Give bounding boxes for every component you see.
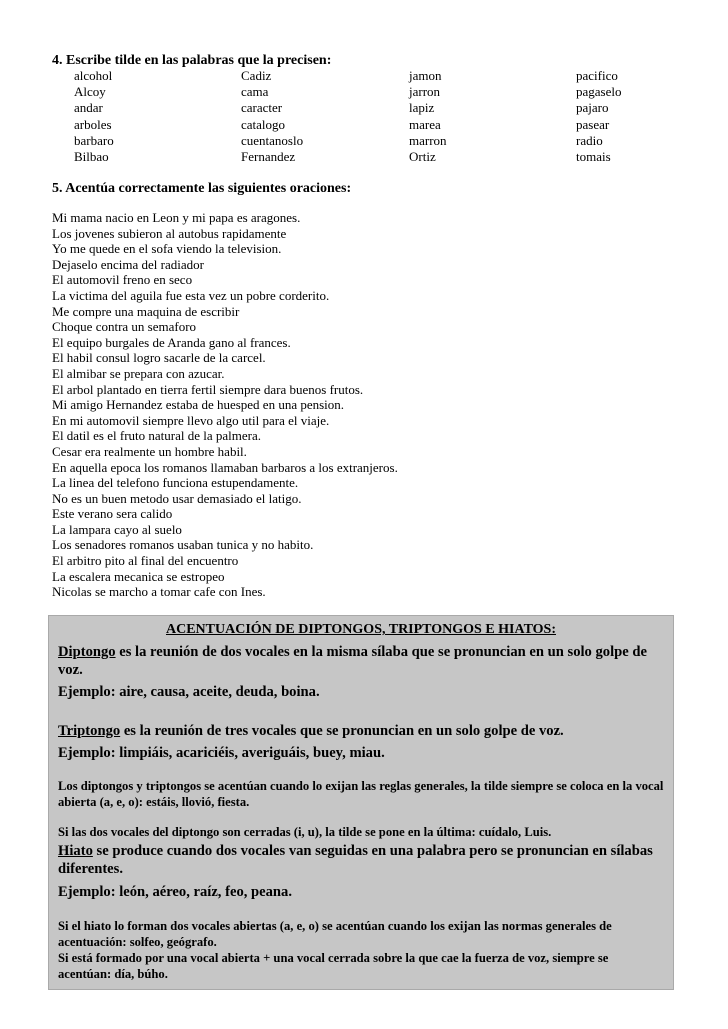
word-item: caracter <box>241 100 283 116</box>
sentence-item: La lampara cayo al suelo <box>52 521 182 537</box>
triptongo-text: es la reunión de tres vocales que se pronuncian en un solo golpe de voz. <box>120 723 564 739</box>
word-column <box>409 68 559 165</box>
sentence-item: Los senadores romanos usaban tunica y no habito. <box>52 537 314 553</box>
sentence-item: El equipo burgales de Aranda gano al frances. <box>52 334 291 350</box>
exercise-4-heading: 4. Escribe tilde en las palabras que la precisen: <box>52 53 332 68</box>
word-column <box>241 68 391 165</box>
word-item: jamon <box>409 68 442 83</box>
sentence-item: Los jovenes subieron al autobus rapidamente <box>52 225 287 241</box>
rule-diptongo-closed: Si las dos vocales del diptongo son cerradas (i, u), la tilde se pone en la última: cuídalo, Luis. <box>58 825 552 839</box>
exercise-5-heading: 5. Acentúa correctamente las siguientes oraciones: <box>52 181 352 196</box>
sentence-item: En mi automovil siempre llevo algo util para el viaje. <box>52 412 330 428</box>
diptongo-text: es la reunión de dos vocales en la misma sílaba que se pronuncian en un solo golpe de voz. <box>58 644 647 678</box>
theory-box <box>48 615 674 990</box>
word-item: radio <box>576 132 603 148</box>
word-item: marron <box>409 132 447 148</box>
sentence-item: Mi amigo Hernandez estaba de huesped en una pension. <box>52 397 345 413</box>
triptongo-example: Ejemplo: limpiáis, acariciéis, averiguáis, buey, miau. <box>58 745 385 761</box>
sentence-item: Mi mama nacio en Leon y mi papa es aragones. <box>52 210 301 225</box>
word-item: Fernandez <box>241 149 296 165</box>
word-item: arboles <box>74 116 112 132</box>
word-item: tomais <box>576 149 611 165</box>
rule-hiato-mixed: Si está formado por una vocal abierta + una vocal cerrada sobre la que cae la fuerza de voz, siempre se acentúan: día, búho. <box>58 951 609 981</box>
triptongo-definition <box>58 722 664 740</box>
sentence-item: Dejaselo encima del radiador <box>52 256 204 272</box>
sentence-item: La victima del aguila fue esta vez un pobre corderito. <box>52 287 330 303</box>
sentence-item: El arbol plantado en tierra fertil siempre dara buenos frutos. <box>52 381 364 397</box>
word-item: cuentanoslo <box>241 132 304 148</box>
sentence-item: El datil es el fruto natural de la palmera. <box>52 428 261 444</box>
diptongo-term: Diptongo <box>58 644 116 660</box>
hiato-term: Hiato <box>58 843 93 859</box>
word-item: pacifico <box>576 68 618 83</box>
sentence-list <box>52 210 398 600</box>
word-item: Bilbao <box>74 149 109 165</box>
sentence-item: Cesar era realmente un hombre habil. <box>52 443 247 459</box>
sentence-item: La escalera mecanica se estropeo <box>52 568 225 584</box>
sentence-item: Yo me quede en el sofa viendo la television. <box>52 241 282 257</box>
hiato-text: se produce cuando dos vocales van seguidas en una palabra pero se pronuncian en sílabas diferentes. <box>58 843 653 877</box>
word-item: pasear <box>576 116 610 132</box>
word-item: Cadiz <box>241 68 272 83</box>
word-item: catalogo <box>241 116 286 132</box>
sentence-item: El automovil freno en seco <box>52 272 193 288</box>
sentence-item: Nicolas se marcho a tomar cafe con Ines. <box>52 584 266 600</box>
word-column <box>576 68 726 165</box>
sentence-item: Me compre una maquina de escribir <box>52 303 240 319</box>
sentence-item: La linea del telefono funciona estupendamente. <box>52 475 299 491</box>
sentence-item: El habil consul logro sacarle de la carcel. <box>52 350 266 366</box>
word-item: jarron <box>409 84 441 100</box>
word-item: cama <box>241 84 269 100</box>
word-item: barbaro <box>74 132 114 148</box>
sentence-item: No es un buen metodo usar demasiado el latigo. <box>52 490 302 506</box>
theory-title: ACENTUACIÓN DE DIPTONGOS, TRIPTONGOS E HIATOS: <box>165 622 556 637</box>
sentence-item: El arbitro pito al final del encuentro <box>52 553 239 569</box>
rule-diptongo-general: Los diptongos y triptongos se acentúan cuando lo exijan las reglas generales, la tilde siempre se coloca en la vocal abierta (a, e, o): estáis, llovió, fiesta. <box>58 779 664 809</box>
word-item: alcohol <box>74 68 113 83</box>
rule-hiato-open: Si el hiato lo forman dos vocales abiertas (a, e, o) se acentúan cuando los exijan las normas generales de acentuación: solfeo, geógrafo. <box>58 919 612 949</box>
word-item: marea <box>409 116 441 132</box>
diptongo-example: Ejemplo: aire, causa, aceite, deuda, boina. <box>58 684 320 700</box>
sentence-item: En aquella epoca los romanos llamaban barbaros a los extranjeros. <box>52 459 398 475</box>
word-item: pagaselo <box>576 84 622 100</box>
word-column <box>74 68 224 165</box>
word-item: lapiz <box>409 100 435 116</box>
triptongo-term: Triptongo <box>58 723 121 739</box>
sentence-item: Choque contra un semaforo <box>52 319 197 335</box>
word-item: Ortiz <box>409 149 436 165</box>
hiato-example: Ejemplo: león, aéreo, raíz, feo, peana. <box>58 884 292 900</box>
sentence-item: Este verano sera calido <box>52 506 173 522</box>
word-item: Alcoy <box>74 84 106 100</box>
word-item: pajaro <box>576 100 609 116</box>
hiato-definition <box>58 842 664 878</box>
diptongo-definition <box>58 643 664 679</box>
word-item: andar <box>74 100 103 116</box>
sentence-item: El almibar se prepara con azucar. <box>52 365 225 381</box>
